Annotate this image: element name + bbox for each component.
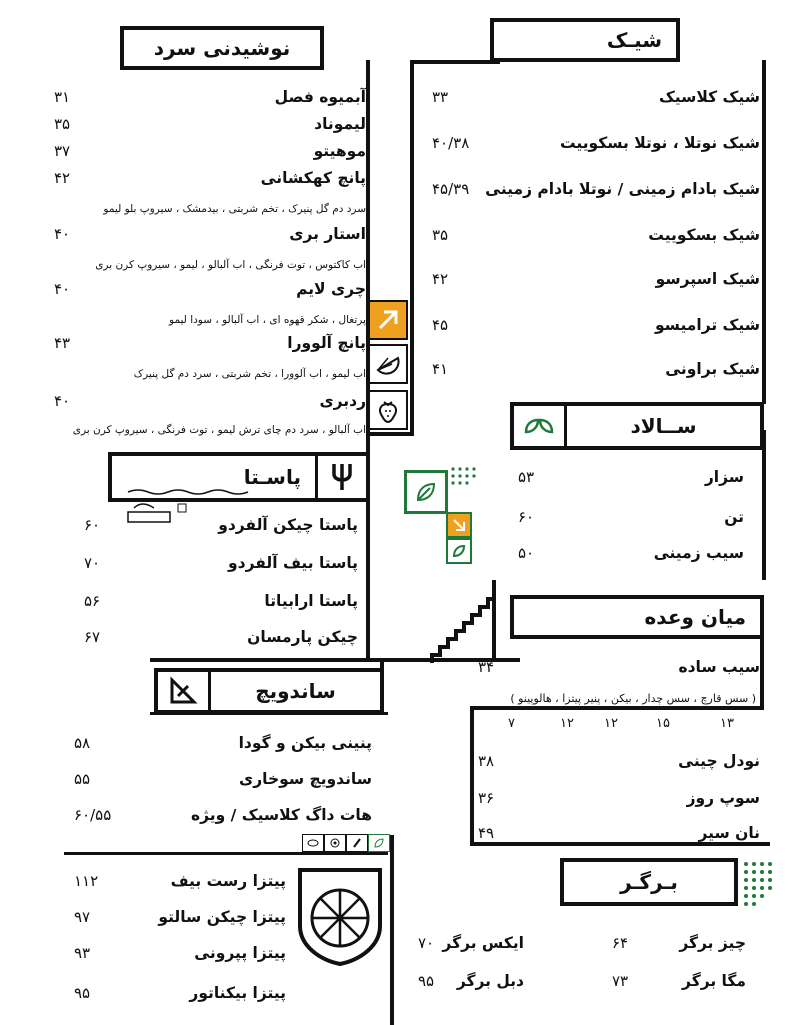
item-price: ۴۲ — [54, 169, 71, 187]
item-name: دبل برگر — [456, 972, 524, 990]
item-name: شیک نوتلا ، نوتلا بسکوییت — [559, 134, 760, 152]
item-name: موهیتو — [313, 142, 366, 160]
item-price: ۶۰/۵۵ — [74, 806, 112, 824]
item-name: شیک بسکوییت — [648, 226, 760, 244]
option-price: ۱۲ — [604, 716, 618, 731]
leaf-icon — [514, 406, 567, 446]
item-price: ۴۵/۳۹ — [432, 180, 470, 198]
item-name: سیب زمینی — [653, 544, 744, 562]
item-price: ۴۰ — [54, 225, 71, 243]
divider — [64, 852, 388, 855]
item-price: ۴۰ — [54, 280, 71, 298]
item-name: آبمیوه فصل — [274, 88, 366, 106]
lemon-slice-icon — [368, 344, 408, 384]
item-name: چیکن پارمسان — [247, 628, 358, 646]
item-price: ۴۳ — [54, 334, 71, 352]
item-name: پیتزا رست بیف — [170, 872, 286, 890]
item-price: ۹۳ — [74, 944, 91, 962]
item-price: ۷۰ — [84, 554, 101, 572]
item-price: ۱۱۲ — [74, 872, 99, 890]
item-price: ۵۳ — [518, 468, 535, 486]
burger-header — [560, 858, 738, 906]
item-name: ساندویچ سوخاری — [239, 770, 372, 788]
cold-drinks-header — [120, 26, 324, 70]
salad-header — [510, 402, 764, 450]
item-price: ۹۵ — [74, 984, 91, 1002]
item-price: ۵۸ — [74, 734, 91, 752]
shake-header — [490, 18, 680, 62]
item-name: ایکس برگر — [442, 934, 524, 952]
option-price: ۱۲ — [560, 716, 574, 731]
item-name: مگا برگر — [682, 972, 746, 990]
item-name: چیز برگر — [679, 934, 746, 952]
burger-title: بـرگـر — [620, 870, 678, 894]
item-price: ۴۵ — [432, 316, 449, 334]
leaf-icon — [404, 470, 448, 514]
cold-drinks-title: نوشیدنی سرد — [153, 36, 291, 60]
leaf-icon — [446, 538, 472, 564]
item-price: ۴۹ — [478, 824, 495, 842]
item-description: پرتغال ، شکر قهوه ای ، اب آلبالو ، سودا لیمو — [169, 314, 366, 326]
item-name: نودل چینی — [678, 752, 760, 770]
item-name: پنینی بیکن و گودا — [238, 734, 372, 752]
item-name: پیتزا چیکن سالتو — [158, 908, 286, 926]
divider — [470, 706, 764, 710]
item-price: ۳۵ — [54, 115, 71, 133]
shake-title: شیـک — [606, 28, 662, 52]
item-price: ۶۰ — [518, 508, 535, 526]
item-price: ۷۰ — [418, 934, 435, 952]
item-description: اب لیمو ، اب آلوورا ، تخم شربتی ، سرد دم گل پنیرک — [133, 368, 366, 380]
item-name: سزار — [704, 468, 744, 486]
item-name: تن — [724, 508, 744, 526]
item-name: شیک براونی — [665, 360, 760, 378]
staircase-decoration — [430, 575, 496, 665]
item-description: سرد دم گل پنیرک ، تخم شربتی ، بیدمشک ، سیروپ بلو لیمو — [103, 203, 366, 215]
option-price: ۱۵ — [656, 716, 670, 731]
item-price: ۶۰ — [84, 516, 101, 534]
item-name: پاستا چیکن آلفردو — [218, 516, 358, 534]
item-name: لیموناد — [314, 115, 366, 133]
item-name: شیک اسپرسو — [655, 270, 760, 288]
divider — [390, 835, 394, 1025]
sandwich-icon — [158, 672, 211, 710]
leaf-icon — [368, 834, 390, 852]
snacks-header — [510, 595, 764, 639]
hot-icon — [346, 834, 368, 852]
arrow-icon — [368, 300, 408, 340]
item-price: ۵۵ — [74, 770, 91, 788]
divider — [762, 60, 766, 404]
item-name: شیک کلاسیک — [658, 88, 760, 106]
item-name: پانچ آلوورا — [287, 334, 366, 352]
item-description: اب کاکتوس ، توت فرنگی ، اب آلبالو ، لیمو ، سیروپ کرن بری — [95, 259, 366, 271]
item-price: ۳۵ — [432, 226, 449, 244]
item-name: چری لایم — [296, 280, 366, 298]
snacks-title: میان وعده — [644, 605, 746, 629]
item-name: پاستا ارابیاتا — [264, 592, 358, 610]
item-price: ۶۴ — [612, 934, 629, 952]
fries-options: ( سس قارچ ، سس چدار ، بیکن ، پنیر پیتزا ، هالوپینو ) — [510, 692, 756, 705]
divider — [470, 842, 770, 846]
item-name: پیتزا بیکناتور — [189, 984, 286, 1002]
item-price: ۳۳ — [432, 88, 449, 106]
item-price: ۴۰/۳۸ — [432, 134, 470, 152]
item-name: سوپ روز — [686, 789, 760, 807]
item-price: ۹۵ — [418, 972, 435, 990]
item-price: ۳۸ — [478, 752, 495, 770]
arrow-icon — [446, 512, 472, 538]
fork-icon — [315, 456, 366, 498]
item-price: ۴۲ — [432, 270, 449, 288]
spiral-icon — [324, 834, 346, 852]
salad-title: ســالاد — [630, 414, 697, 438]
item-price: ۴۰ — [54, 392, 71, 410]
item-price: ۶۷ — [84, 628, 101, 646]
item-name: شیک ترامیسو — [654, 316, 760, 334]
item-price: ۹۷ — [74, 908, 91, 926]
item-name: نان سیر — [698, 824, 760, 842]
item-price: ۳۱ — [54, 88, 71, 106]
item-name: سیب ساده — [678, 658, 760, 676]
item-name: شیک بادام زمینی / نوتلا بادام زمینی — [485, 180, 760, 198]
item-description: اب آلبالو ، سرد دم چای ترش لیمو ، توت فرنگی ، سیروپ کرن بری — [72, 424, 366, 436]
divider — [410, 60, 414, 432]
pizza-icon — [296, 866, 384, 966]
item-name: پیتزا پپرونی — [194, 944, 286, 962]
sandwich-title: ساندویچ — [255, 679, 336, 703]
item-price: ۳۶ — [478, 789, 495, 807]
dots-decoration — [450, 466, 482, 488]
item-price: ۵۶ — [84, 592, 101, 610]
divider — [470, 706, 474, 846]
item-price: ۴۱ — [432, 360, 449, 378]
item-price: ۳۷ — [54, 142, 71, 160]
dots-decoration — [742, 858, 774, 914]
item-name: هات داگ کلاسیک / ویژه — [191, 806, 372, 824]
divider — [366, 432, 414, 436]
item-price: ۳۴ — [478, 658, 495, 676]
item-name: پاستا بیف آلفردو — [228, 554, 358, 572]
option-price: ۷ — [508, 716, 515, 731]
divider — [410, 60, 500, 64]
item-name: ردبری — [319, 392, 366, 410]
item-name: استار بری — [289, 225, 366, 243]
pasta-title: پاسـتا — [243, 465, 301, 489]
item-name: پانچ کهکشانی — [260, 169, 366, 187]
meat-icon — [302, 834, 324, 852]
strawberry-icon — [368, 390, 408, 430]
option-price: ۱۳ — [720, 716, 734, 731]
item-price: ۷۳ — [612, 972, 629, 990]
item-price: ۵۰ — [518, 544, 535, 562]
divider — [762, 430, 766, 580]
sandwich-header — [154, 668, 384, 714]
